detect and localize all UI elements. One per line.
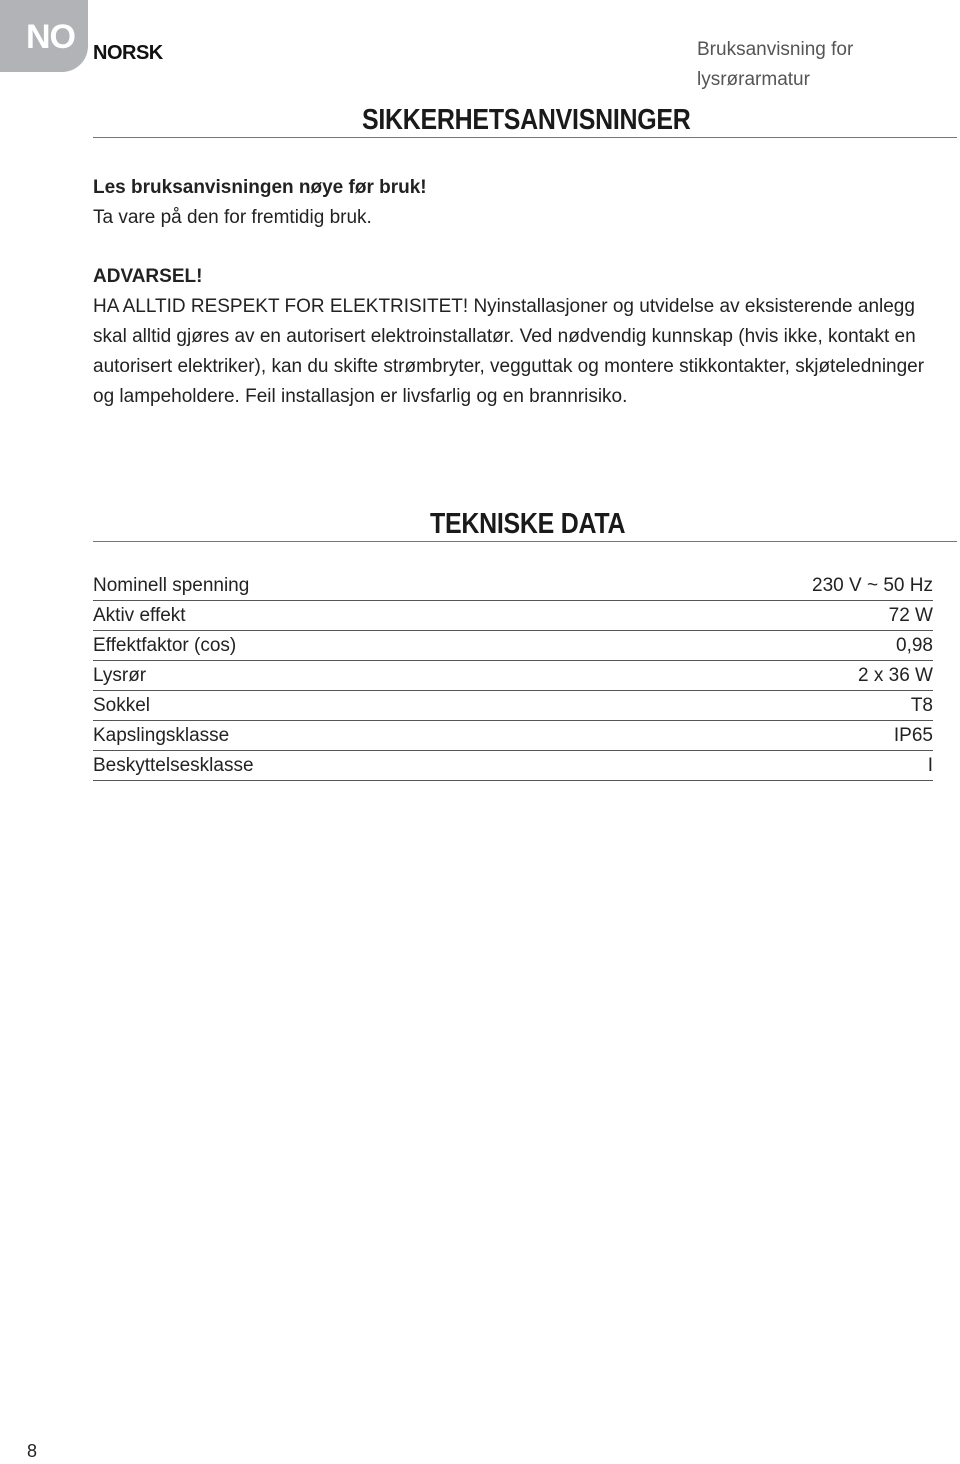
spec-row: [93, 571, 933, 601]
spec-row: [93, 661, 933, 691]
safety-heading: SIKKERHETSANVISNINGER: [362, 104, 691, 136]
spec-row: [93, 751, 933, 781]
spec-row: [93, 601, 933, 631]
warning-paragraph: [93, 262, 933, 412]
divider: [93, 541, 957, 542]
intro-text: Ta vare på den for fremtidig bruk.: [93, 207, 372, 228]
intro-paragraph: [93, 173, 933, 233]
document-title-line-2: lysrørarmatur: [697, 69, 810, 90]
spec-value: 230 V ~ 50 Hz: [812, 575, 933, 596]
spec-value: I: [927, 755, 933, 776]
spec-label: Sokkel: [93, 695, 151, 716]
intro-bold: Les bruksanvisningen nøye før bruk!: [93, 177, 427, 198]
page-number: 8: [27, 1441, 38, 1461]
spec-label: Nominell spenning: [93, 575, 250, 596]
spec-label: Kapslingsklasse: [93, 725, 230, 746]
spec-row: [93, 631, 933, 661]
tech-heading: TEKNISKE DATA: [430, 508, 626, 540]
divider: [93, 137, 957, 138]
spec-value: 0,98: [896, 635, 933, 656]
spec-value: IP65: [893, 725, 933, 746]
document-title: [697, 35, 897, 95]
spec-label: Effektfaktor (cos): [93, 635, 237, 656]
spec-value: T8: [910, 695, 933, 716]
warning-label: ADVARSEL!: [93, 266, 203, 287]
spec-table: [93, 571, 933, 781]
warning-text: HA ALLTID RESPEKT FOR ELEKTRISITET! Nyinstallasjoner og utvidelse av eksisterende anlegg skal alltid gjøres av en autorisert elektroinstallatør. Ved nødvendig kunnskap (hvis ikke, kontakt en autorisert elektriker), kan du skifte strømbryter, vegguttak og montere stikkontakter, skjøteledninger og lampeholdere. Feil installasjon er livsfarlig og en brannrisiko.: [93, 296, 925, 407]
spec-value: 2 x 36 W: [858, 665, 933, 686]
spec-row: [93, 691, 933, 721]
language-name: NORSK: [93, 42, 163, 64]
spec-label: Lysrør: [93, 665, 147, 686]
language-code: NO: [26, 18, 75, 56]
document-title-line-1: Bruksanvisning for: [697, 39, 854, 60]
spec-row: [93, 721, 933, 751]
language-tab: [0, 0, 88, 72]
spec-label: Beskyttelsesklasse: [93, 755, 254, 776]
spec-label: Aktiv effekt: [93, 605, 186, 626]
spec-value: 72 W: [888, 605, 933, 626]
